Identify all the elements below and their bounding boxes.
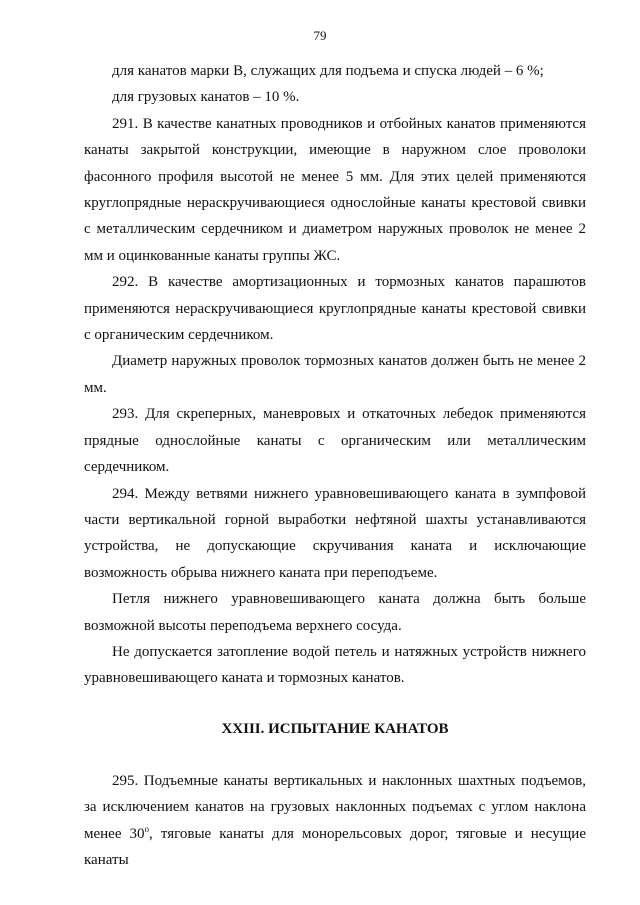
paragraph-291: 291. В качестве канатных проводников и отбойных канатов применяются канаты закрытой конструкции, имеющие в наружном слое проволоки фасонного профиля высотой не менее 5 мм. Для этих целей применяются круглопрядные нераскручивающиеся однослойные канаты крестовой свивки с металлическим сердечником и диаметром наружных проволок не менее 2 мм и оцинкованные канаты группы ЖС. [84, 115, 586, 264]
paragraph-295 [84, 768, 586, 874]
paragraph-text: 295. Подъемные канаты вертикальных и наклонных шахтных подъемов, за исключением канатов на грузовых наклонных подъемах с углом наклона менее 30 [84, 772, 586, 842]
paragraph-293: 293. Для скреперных, маневровых и откаточных лебедок применяются прядные однослойные канаты с органическим или металлическим сердечником. [84, 406, 586, 476]
section-heading: XXIII. ИСПЫТАНИЕ КАНАТОВ [221, 720, 449, 737]
paragraph: для канатов марки В, служащих для подъема и спуска людей – 6 %; [112, 63, 544, 79]
paragraph: Петля нижнего уравновешивающего каната должна быть больше возможной высоты переподъема верхнего сосуда. [84, 591, 586, 634]
paragraph-text: , тяговые канаты для монорельсовых дорог, тяговые и несущие канаты [84, 825, 586, 868]
paragraph: Диаметр наружных проволок тормозных канатов должен быть не менее 2 мм. [84, 353, 586, 396]
paragraph-294: 294. Между ветвями нижнего уравновешивающего каната в зумпфовой части вертикальной горной выработки нефтяной шахты устанавливаются устройства, не допускающие скручивания каната и исключающие возможность обрыва нижнего каната при переподъеме. [84, 485, 586, 581]
paragraph: Не допускается затопление водой петель и натяжных устройств нижнего уравновешивающего каната и тормозных канатов. [84, 643, 586, 687]
degree-superscript: o [144, 823, 150, 834]
paragraph: для грузовых канатов – 10 %. [112, 89, 300, 106]
page-number: 79 [313, 28, 327, 43]
paragraph-292: 292. В качестве амортизационных и тормозных канатов парашютов применяются нераскручивающиеся круглопрядные канаты крестовой свивки с органическим сердечником. [84, 274, 586, 344]
document-body [84, 58, 586, 873]
